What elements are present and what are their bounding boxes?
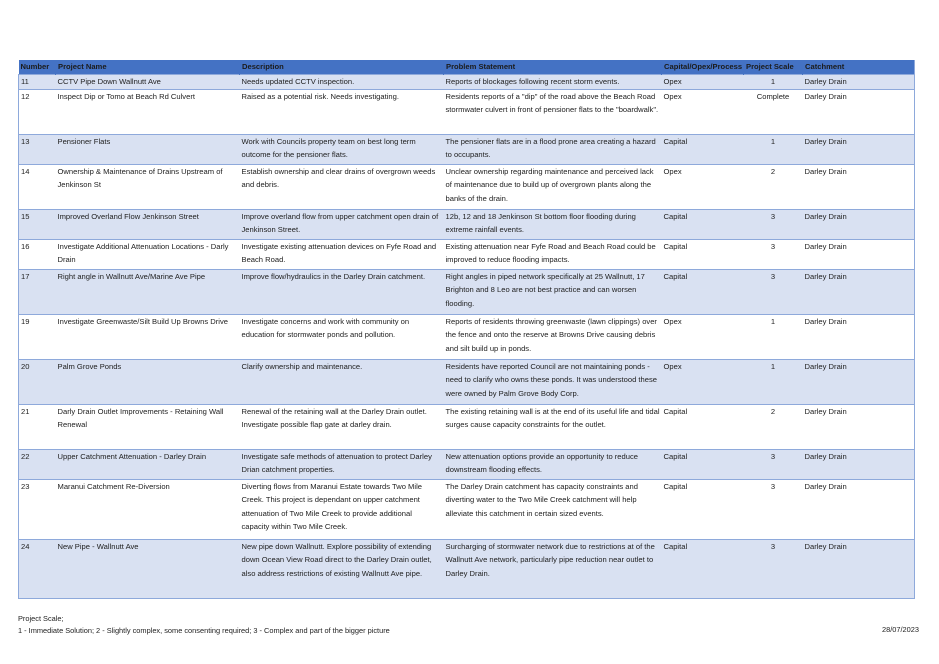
table-row bbox=[19, 315, 915, 360]
cell-type: Capital bbox=[662, 240, 744, 270]
cell-number: 16 bbox=[19, 240, 56, 270]
header-description: Description bbox=[240, 60, 444, 75]
cell-catchment: Darley Drain bbox=[803, 480, 915, 540]
table-row bbox=[19, 450, 915, 480]
cell-catchment: Darley Drain bbox=[803, 165, 915, 210]
cell-description: Investigate safe methods of attenuation to protect Darley Drian catchment properties. bbox=[240, 450, 444, 480]
cell-number: 17 bbox=[19, 270, 56, 315]
table-row bbox=[19, 210, 915, 240]
header-type: Capital/Opex/Process bbox=[662, 60, 744, 75]
cell-catchment: Darley Drain bbox=[803, 405, 915, 450]
cell-catchment: Darley Drain bbox=[803, 450, 915, 480]
header-number: Number bbox=[19, 60, 56, 75]
cell-problem-statement: Existing attenuation near Fyfe Road and Beach Road could be improved to reduce flooding impacts. bbox=[444, 240, 662, 270]
cell-description: Renewal of the retaining wall at the Darley Drain outlet. Investigate possible flap gate at darley drain. bbox=[240, 405, 444, 450]
cell-type: Capital bbox=[662, 135, 744, 165]
cell-catchment: Darley Drain bbox=[803, 360, 915, 405]
cell-number: 20 bbox=[19, 360, 56, 405]
cell-type: Opex bbox=[662, 90, 744, 135]
cell-catchment: Darley Drain bbox=[803, 315, 915, 360]
cell-project-name: Darly Drain Outlet Improvements - Retaining Wall Renewal bbox=[56, 405, 240, 450]
cell-description: Needs updated CCTV inspection. bbox=[240, 75, 444, 90]
cell-project-name: Improved Overland Flow Jenkinson Street bbox=[56, 210, 240, 240]
cell-project-scale: Complete bbox=[744, 90, 803, 135]
table-row bbox=[19, 480, 915, 540]
cell-type: Opex bbox=[662, 360, 744, 405]
cell-project-name: New Pipe - Wallnutt Ave bbox=[56, 540, 240, 599]
cell-problem-statement: 12b, 12 and 18 Jenkinson St bottom floor flooding during extreme rainfall events. bbox=[444, 210, 662, 240]
cell-type: Opex bbox=[662, 165, 744, 210]
cell-catchment: Darley Drain bbox=[803, 240, 915, 270]
cell-number: 22 bbox=[19, 450, 56, 480]
cell-description: Improve flow/hydraulics in the Darley Drain catchment. bbox=[240, 270, 444, 315]
cell-description: Diverting flows from Maranui Estate towards Two Mile Creek. This project is dependant on upper catchment attenuation of Two Mile Creek to provide additional capacity within Two Mile Creek. bbox=[240, 480, 444, 540]
cell-project-name: Investigate Additional Attenuation Locations - Darly Drain bbox=[56, 240, 240, 270]
cell-description: Work with Councils property team on best long term outcome for the pensioner flats. bbox=[240, 135, 444, 165]
cell-number: 13 bbox=[19, 135, 56, 165]
cell-type: Capital bbox=[662, 405, 744, 450]
cell-project-name: Inspect Dip or Tomo at Beach Rd Culvert bbox=[56, 90, 240, 135]
cell-type: Opex bbox=[662, 315, 744, 360]
cell-description: Improve overland flow from upper catchment open drain of Jenkinson Street. bbox=[240, 210, 444, 240]
table-row bbox=[19, 240, 915, 270]
cell-project-name: Right angle in Wallnutt Ave/Marine Ave Pipe bbox=[56, 270, 240, 315]
table-row bbox=[19, 405, 915, 450]
cell-project-scale: 2 bbox=[744, 405, 803, 450]
cell-type: Capital bbox=[662, 450, 744, 480]
header-project-name: Project Name bbox=[56, 60, 240, 75]
header-catchment: Catchment bbox=[803, 60, 915, 75]
cell-type: Capital bbox=[662, 270, 744, 315]
cell-problem-statement: Residents have reported Council are not maintaining ponds - need to clarify who owns these ponds. It was understood these were owned by Palm Grove Body Corp. bbox=[444, 360, 662, 405]
cell-description: Investigate concerns and work with community on education for stormwater ponds and pollution. bbox=[240, 315, 444, 360]
cell-number: 15 bbox=[19, 210, 56, 240]
cell-catchment: Darley Drain bbox=[803, 270, 915, 315]
cell-problem-statement: Right angles in piped network specifically at 25 Wallnutt, 17 Brighton and 8 Leo are not best practice and can worsen flooding. bbox=[444, 270, 662, 315]
table-row bbox=[19, 360, 915, 405]
cell-type: Capital bbox=[662, 480, 744, 540]
cell-type: Opex bbox=[662, 75, 744, 90]
header-project-scale: Project Scale bbox=[744, 60, 803, 75]
cell-number: 19 bbox=[19, 315, 56, 360]
table-row bbox=[19, 165, 915, 210]
header-row bbox=[19, 60, 915, 75]
table-row bbox=[19, 90, 915, 135]
cell-project-name: Investigate Greenwaste/Silt Build Up Browns Drive bbox=[56, 315, 240, 360]
cell-project-scale: 3 bbox=[744, 450, 803, 480]
cell-project-scale: 3 bbox=[744, 540, 803, 599]
header-problem-statement: Problem Statement bbox=[444, 60, 662, 75]
cell-problem-statement: The existing retaining wall is at the end of its useful life and tidal surges cause capacity constraints for the outlet. bbox=[444, 405, 662, 450]
cell-project-name: CCTV Pipe Down Wallnutt Ave bbox=[56, 75, 240, 90]
cell-project-scale: 3 bbox=[744, 240, 803, 270]
table-row bbox=[19, 135, 915, 165]
cell-project-scale: 1 bbox=[744, 360, 803, 405]
cell-problem-statement: The Darley Drain catchment has capacity constraints and diverting water to the Two Mile Creek catchment will help alleviate this catchment in certain sized events. bbox=[444, 480, 662, 540]
document-date: 28/07/2023 bbox=[882, 625, 919, 634]
cell-description: Raised as a potential risk. Needs investigating. bbox=[240, 90, 444, 135]
cell-catchment: Darley Drain bbox=[803, 90, 915, 135]
cell-catchment: Darley Drain bbox=[803, 135, 915, 165]
cell-description: Clarify ownership and maintenance. bbox=[240, 360, 444, 405]
cell-problem-statement: Surcharging of stormwater network due to restrictions at of the Wallnutt Ave network, particularly pipe reduction near outlet to Darley Drain. bbox=[444, 540, 662, 599]
cell-description: Investigate existing attenuation devices on Fyfe Road and Beach Road. bbox=[240, 240, 444, 270]
projects-table bbox=[18, 60, 915, 599]
project-scale-legend: 1 - Immediate Solution; 2 - Slightly complex, some consenting required; 3 - Complex and part of the bigger picture bbox=[18, 626, 390, 635]
cell-number: 11 bbox=[19, 75, 56, 90]
cell-catchment: Darley Drain bbox=[803, 210, 915, 240]
cell-project-scale: 3 bbox=[744, 210, 803, 240]
table-row bbox=[19, 270, 915, 315]
project-scale-title: Project Scale; bbox=[18, 614, 64, 623]
cell-problem-statement: Reports of blockages following recent storm events. bbox=[444, 75, 662, 90]
cell-description: Establish ownership and clear drains of overgrown weeds and debris. bbox=[240, 165, 444, 210]
cell-problem-statement: Unclear ownership regarding maintenance and perceived lack of maintenance due to build up of overgrown plants along the banks of the drain. bbox=[444, 165, 662, 210]
cell-catchment: Darley Drain bbox=[803, 75, 915, 90]
cell-number: 12 bbox=[19, 90, 56, 135]
cell-problem-statement: Reports of residents throwing greenwaste (lawn clippings) over the fence and onto the reserve at Browns Drive causing debris and silt build up in ponds. bbox=[444, 315, 662, 360]
cell-project-scale: 2 bbox=[744, 165, 803, 210]
cell-project-scale: 3 bbox=[744, 270, 803, 315]
cell-project-name: Upper Catchment Attenuation - Darley Drain bbox=[56, 450, 240, 480]
cell-project-scale: 1 bbox=[744, 75, 803, 90]
cell-project-scale: 1 bbox=[744, 315, 803, 360]
cell-problem-statement: New attenuation options provide an opportunity to reduce downstream flooding effects. bbox=[444, 450, 662, 480]
cell-description: New pipe down Wallnutt. Explore possibility of extending down Ocean View Road direct to the Darley Drain outlet, also address restrictions of existing Wallnutt Ave pipe. bbox=[240, 540, 444, 599]
cell-project-scale: 3 bbox=[744, 480, 803, 540]
table-row bbox=[19, 540, 915, 599]
table-row bbox=[19, 75, 915, 90]
cell-project-name: Maranui Catchment Re-Diversion bbox=[56, 480, 240, 540]
cell-project-scale: 1 bbox=[744, 135, 803, 165]
cell-project-name: Pensioner Flats bbox=[56, 135, 240, 165]
cell-project-name: Palm Grove Ponds bbox=[56, 360, 240, 405]
cell-number: 23 bbox=[19, 480, 56, 540]
cell-problem-statement: The pensioner flats are in a flood prone area creating a hazard to occupants. bbox=[444, 135, 662, 165]
cell-number: 21 bbox=[19, 405, 56, 450]
cell-number: 24 bbox=[19, 540, 56, 599]
cell-type: Capital bbox=[662, 210, 744, 240]
cell-type: Capital bbox=[662, 540, 744, 599]
cell-project-name: Ownership & Maintenance of Drains Upstream of Jenkinson St bbox=[56, 165, 240, 210]
cell-number: 14 bbox=[19, 165, 56, 210]
cell-problem-statement: Residents reports of a "dip" of the road above the Beach Road stormwater culvert in front of pensioner flats to the "boardwalk". bbox=[444, 90, 662, 135]
cell-catchment: Darley Drain bbox=[803, 540, 915, 599]
